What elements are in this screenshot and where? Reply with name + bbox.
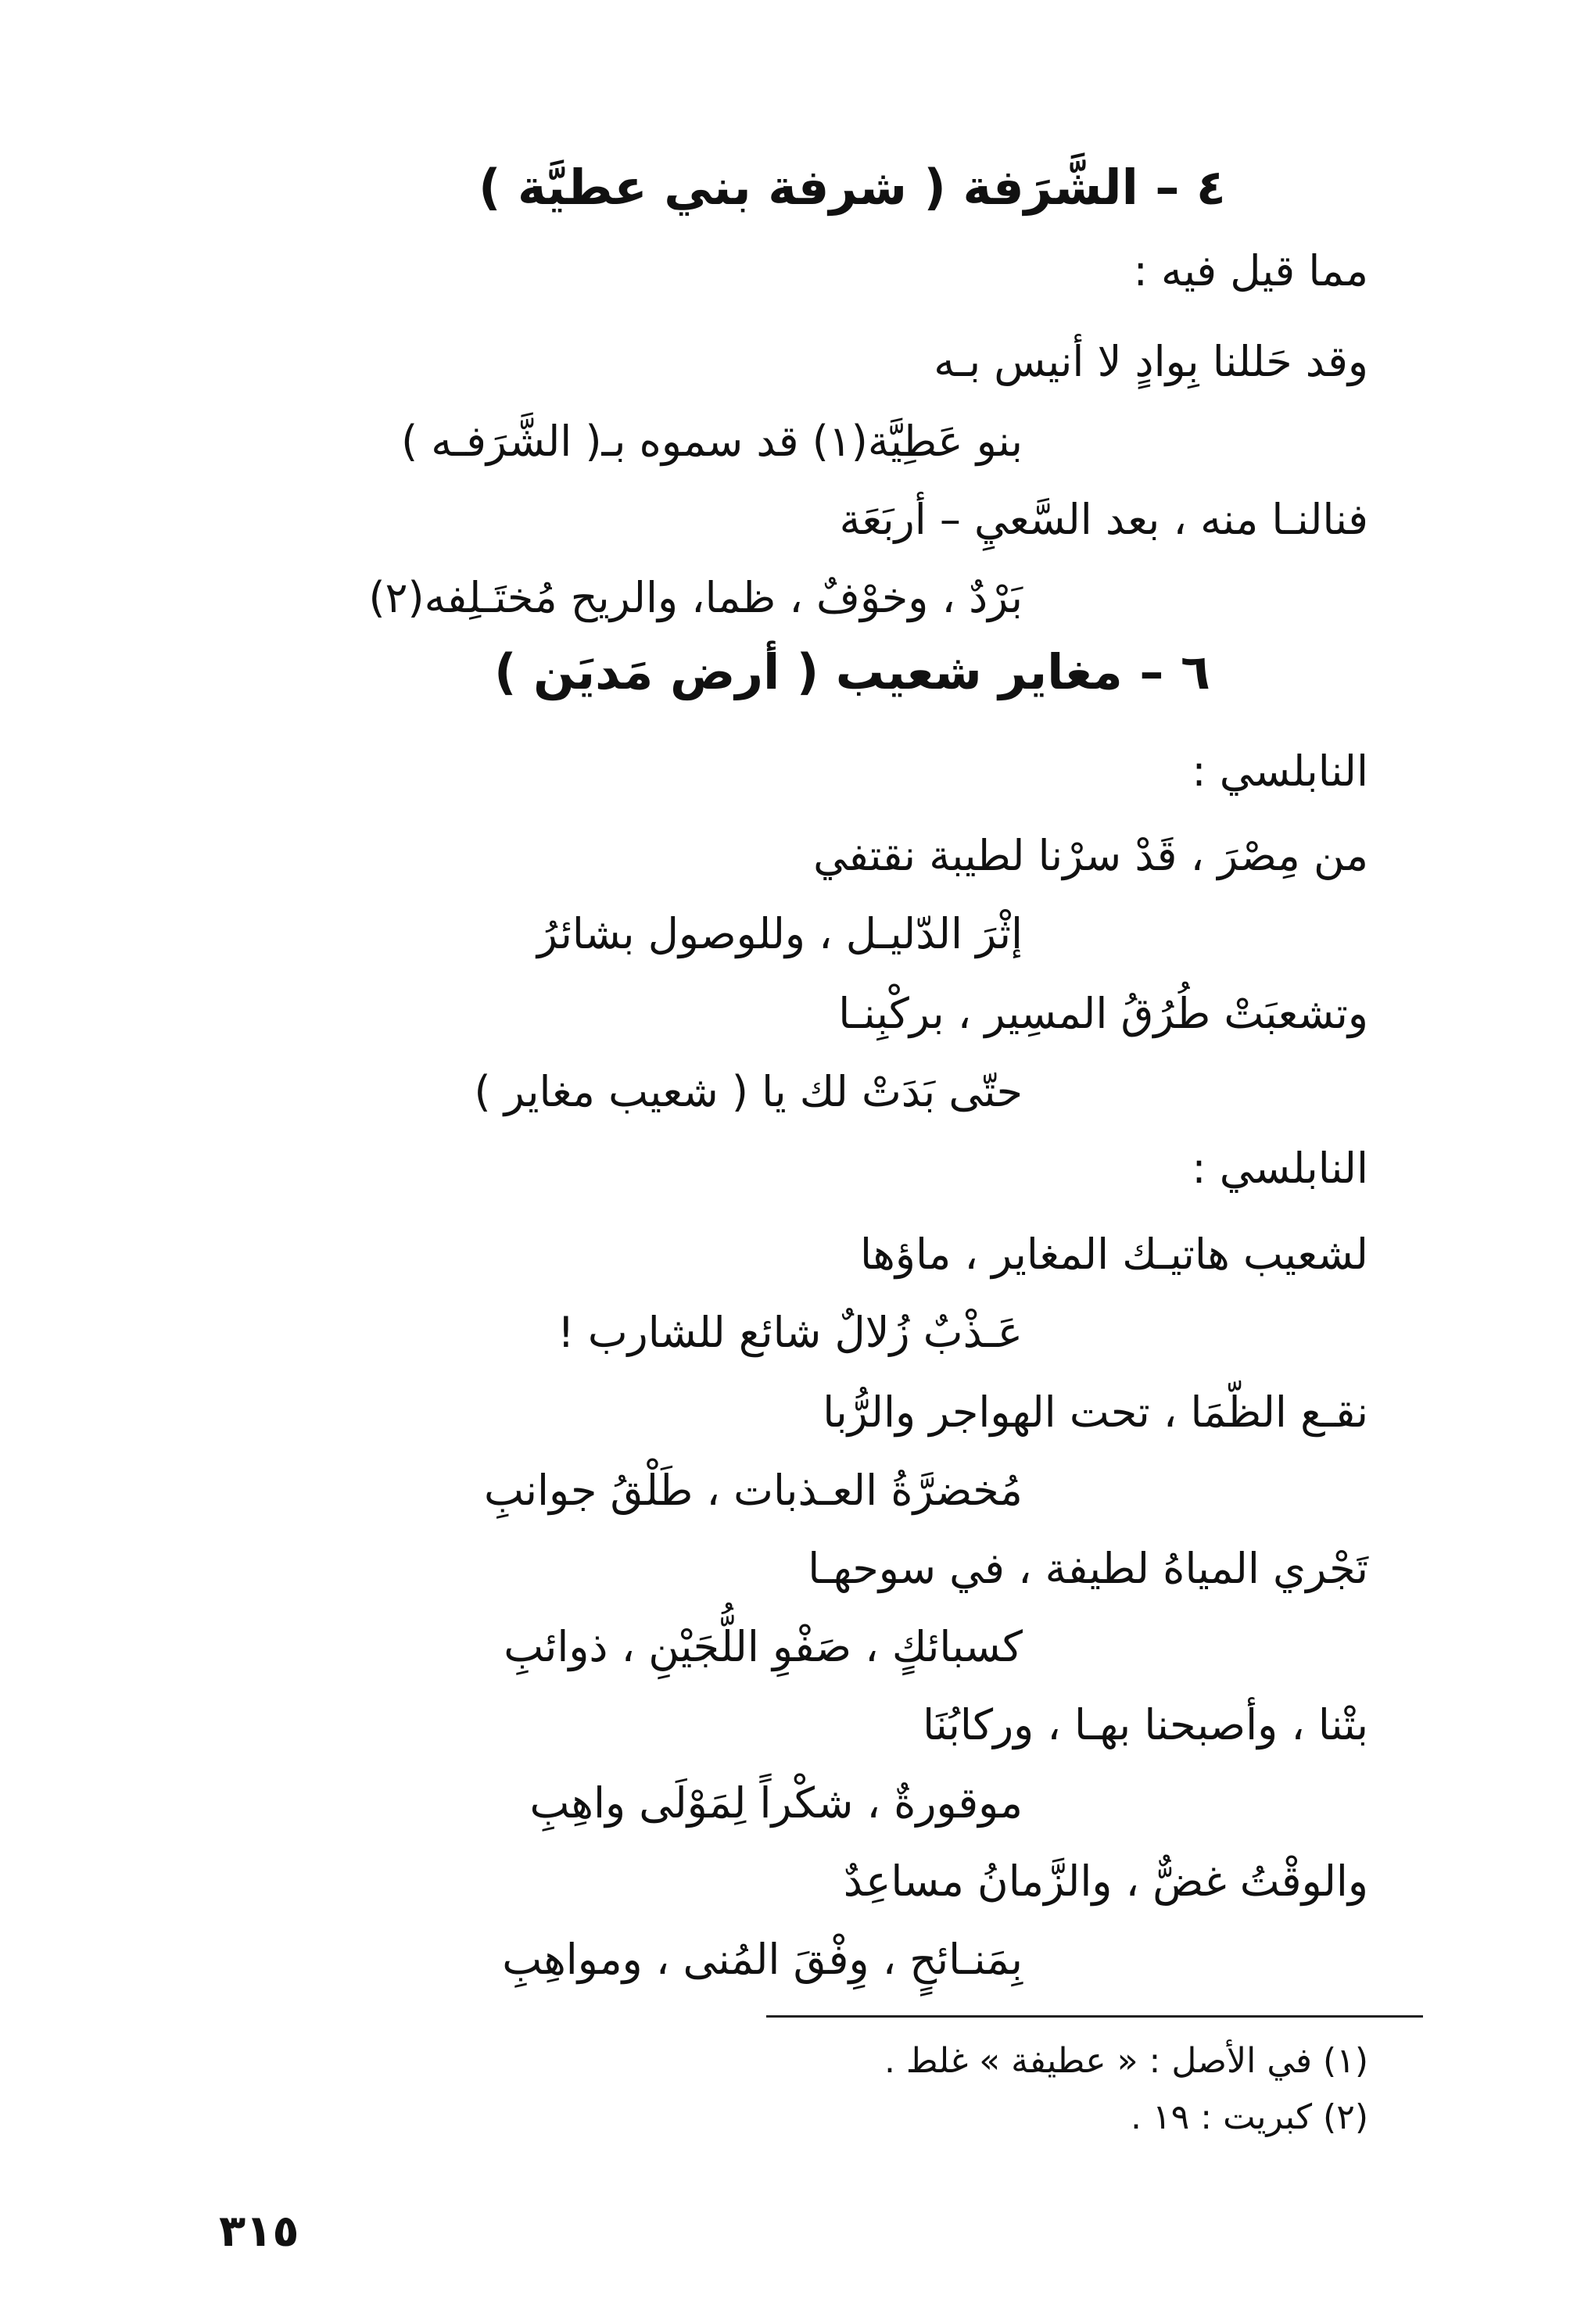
footnote-divider — [766, 2015, 1423, 2018]
verse-hemistich: حتّى بَدَتْ لك يا ( شعيب مغاير ) — [474, 1067, 1023, 1116]
verse-hemistich: مُخضرَّةُ العـذبات ، طَلْقُ جوانبِ — [483, 1466, 1023, 1515]
verse-hemistich: من مِصْرَ ، قَدْ سرْنا لطيبة نقتفي — [813, 831, 1368, 880]
verse-hemistich: وتشعبَتْ طُرُقُ المسِير ، بركْبِنـا — [838, 989, 1368, 1038]
poet-label: النابلسي : — [1192, 1144, 1368, 1193]
verse-hemistich: تَجْري المياهُ لطيفة ، في سوحهـا — [808, 1544, 1368, 1593]
verse-hemistich: لشعيب هاتيـك المغاير ، ماؤها — [859, 1230, 1368, 1279]
footnote: (١) في الأصل : « عطيفة » غلط . — [884, 2041, 1368, 2081]
verse-hemistich: بنو عَطِيَّة(١) قد سموه بـ( الشَّرَفـه ) — [401, 417, 1023, 466]
poet-label: النابلسي : — [1192, 747, 1368, 796]
verse-hemistich: نقـع الظّمَا ، تحت الهواجر والرُّبا — [823, 1388, 1368, 1437]
verse-hemistich: إثْرَ الدّليـل ، وللوصول بشائرُ — [537, 909, 1023, 958]
page-number: ٣١٥ — [219, 2206, 299, 2257]
verse-hemistich: بِمَنـائحٍ ، وِفْقَ المُنى ، ومواهِبِ — [502, 1935, 1023, 1984]
footnote: (٢) كبريت : ١٩ . — [1131, 2097, 1368, 2137]
verse-hemistich: فنالنـا منه ، بعد السَّعيِ – أربَعَة — [839, 495, 1368, 544]
verse-hemistich: موقورةٌ ، شكْراً لِمَوْلَى واهِبِ — [529, 1778, 1023, 1828]
verse-hemistich: عَـذْبٌ زُلالٌ شائع للشارب ! — [557, 1308, 1023, 1357]
section-heading-4: ٤ – الشَّرَفة ( شرفة بني عطيَّة ) — [479, 159, 1226, 216]
verse-hemistich: بتْنا ، وأصبحنا بهـا ، وركابُنَا — [923, 1700, 1368, 1749]
intro-label: مما قيل فيه : — [1133, 246, 1368, 295]
verse-hemistich: والوقْتُ غضٌّ ، والزَّمانُ مساعِدٌ — [843, 1857, 1368, 1906]
verse-hemistich: وقد حَللنا بِوادٍ لا أنيس بـه — [934, 337, 1368, 386]
verse-hemistich: بَرْدٌ ، وخوْفٌ ، ظما، والريح مُختَـلِفه(٢) — [368, 573, 1023, 622]
verse-hemistich: كسبائكٍ ، صَفْوِ اللُّجَيْنِ ، ذوائبِ — [504, 1622, 1023, 1671]
section-heading-6: ٦ – مغاير شعيب ( أرض مَديَن ) — [494, 643, 1210, 700]
